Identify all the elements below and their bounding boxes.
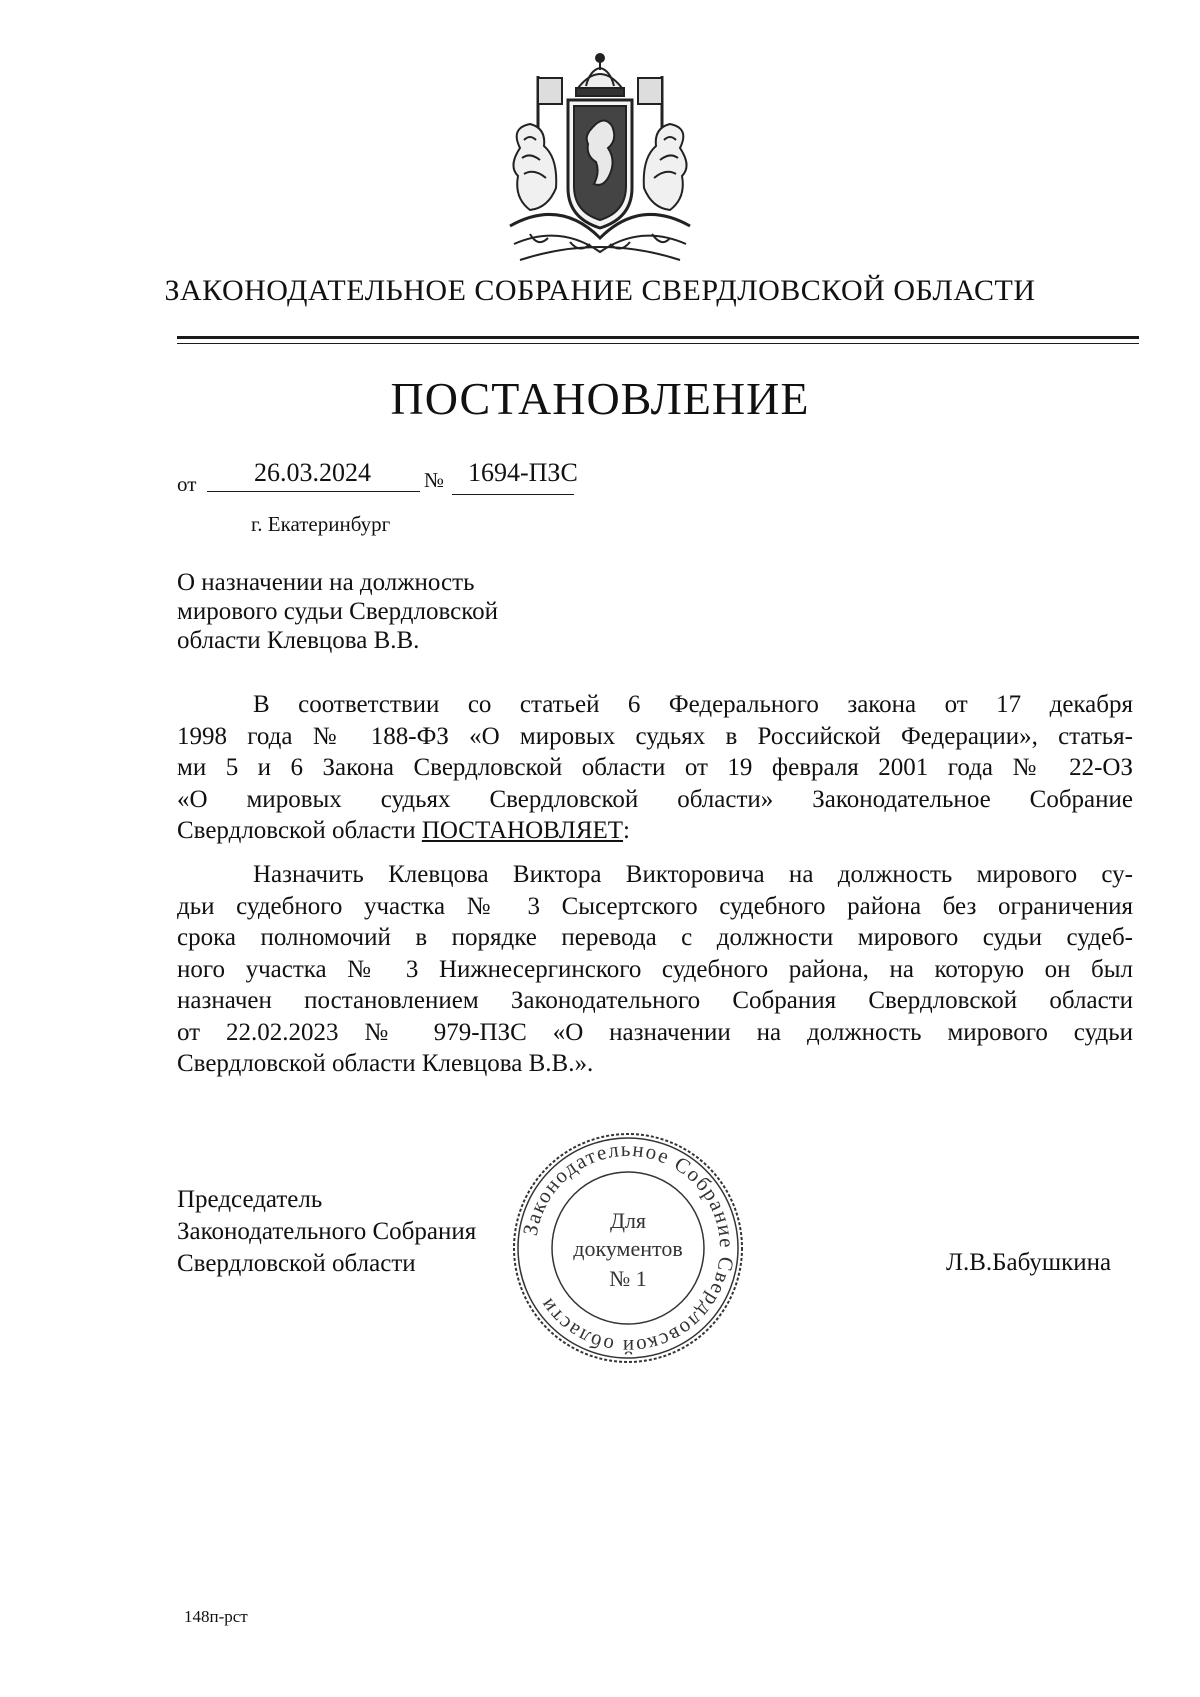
body-line: от 22.02.2023 № 979-ПЗС «О назначении на должность мирового судьи (177, 1018, 1133, 1046)
document-date: 26.03.2024 (254, 458, 371, 487)
stamp-center-line: документов (573, 1236, 683, 1261)
number-underline (452, 494, 574, 495)
body-paragraph-1 (177, 689, 1133, 847)
subject-line: мирового судьи Свердловской (177, 598, 498, 625)
resolves-word: ПОСТАНОВЛЯЕТ (421, 817, 624, 844)
header-divider-thick (177, 336, 1139, 339)
subject-line: области Клевцова В.В. (177, 627, 420, 654)
signatory-position (177, 1184, 476, 1280)
body-line: «О мировых судьях Свердловской области» Законодательное Собрание (177, 785, 1133, 813)
document-number: 1694-ПЗС (468, 458, 578, 487)
body-line: ми 5 и 6 Закона Свердловской области от 19 февраля 2001 года № 22-ОЗ (177, 754, 1133, 781)
date-underline (207, 491, 420, 492)
body-line-last (177, 815, 1133, 847)
document-subject (177, 568, 597, 655)
number-prefix: № (424, 468, 445, 492)
body-paragraph-2 (177, 859, 1133, 1080)
body-line: Свердловской области Клевцова В.В.». (177, 1050, 594, 1077)
body-line: дьи судебного участка № 3 Сысертского судебного района без ограничения (177, 892, 1133, 920)
position-line: Свердловской области (177, 1250, 416, 1277)
body-line: ного участка № 3 Нижнесергинского судебного района, на которую он был (177, 955, 1133, 983)
footer-code: 148п-рст (184, 1607, 248, 1626)
document-type-title: ПОСТАНОВЛЕНИЕ (390, 373, 810, 424)
stamp-ring-text: Законодательное Собрание Свердловской области (517, 1136, 740, 1360)
body-line: В соответствии со статьей 6 Федерального закона от 17 декабря (253, 691, 1133, 718)
body-line: назначен постановлением Законодательного Собрания Свердловской области (177, 987, 1133, 1014)
city-name: г. Екатеринбург (251, 512, 391, 536)
header-divider-thin (177, 343, 1139, 344)
organization-name: ЗАКОНОДАТЕЛЬНОЕ СОБРАНИЕ СВЕРДЛОВСКОЙ ОБЛАСТИ (164, 274, 1036, 307)
signatory-name: Л.В.Бабушкина (946, 1249, 1112, 1276)
body-line: срока полномочий в порядке перевода с должности мирового судьи судеб- (177, 924, 1133, 951)
position-line: Законодательного Собрания (177, 1218, 477, 1245)
body-line: Назначить Клевцова Виктора Викторовича на должность мирового су- (253, 861, 1133, 888)
body-line: 1998 года № 188-ФЗ «О мировых судьях в Российской Федерации», статья- (177, 722, 1133, 750)
stamp-center-line: № 1 (609, 1266, 647, 1291)
resolves-colon: : (623, 817, 630, 844)
body-line-text: Свердловской области (177, 817, 422, 844)
official-stamp (508, 1128, 748, 1368)
position-line: Председатель (177, 1186, 323, 1213)
date-prefix: от (177, 472, 197, 496)
stamp-center-line: Для (609, 1208, 647, 1233)
coat-of-arms-emblem (500, 48, 700, 270)
subject-line: О назначении на должность (177, 569, 475, 596)
